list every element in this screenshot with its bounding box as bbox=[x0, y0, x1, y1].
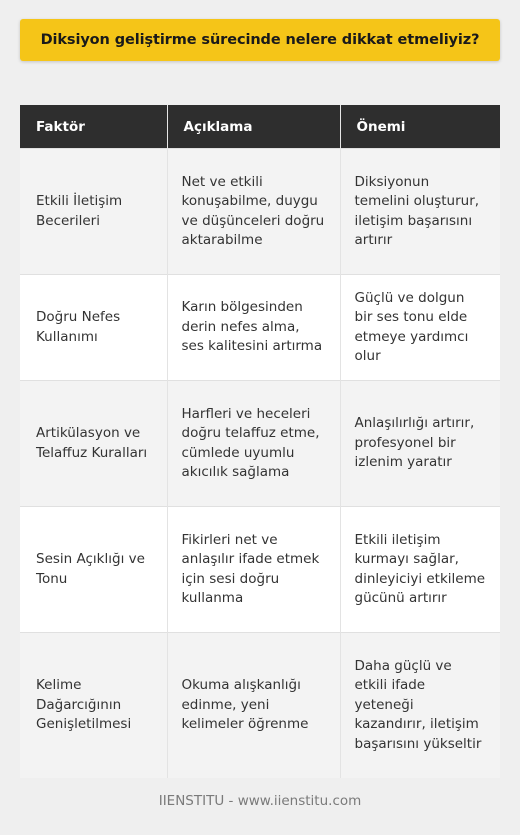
factors-table bbox=[20, 105, 500, 778]
table-row bbox=[20, 275, 500, 381]
footer-credit: IIENSTITU - www.iienstitu.com bbox=[158, 793, 362, 809]
title-banner bbox=[20, 19, 500, 61]
factor-cell: Kelime Dağarcığının Genişletilmesi bbox=[20, 633, 167, 779]
description-cell: Harfleri ve heceleri doğru telaffuz etme, cümlede uyumlu akıcılık sağlama bbox=[167, 381, 340, 507]
importance-cell: Güçlü ve dolgun bir ses tonu elde etmeye yardımcı olur bbox=[340, 275, 500, 381]
description-cell: Fikirleri net ve anlaşılır ifade etmek için sesi doğru kullanma bbox=[167, 507, 340, 633]
column-header-factor: Faktör bbox=[20, 105, 167, 149]
description-cell: Okuma alışkanlığı edinme, yeni kelimeler öğrenme bbox=[167, 633, 340, 779]
factor-cell: Etkili İletişim Becerileri bbox=[20, 149, 167, 275]
importance-cell: Diksiyonun temelini oluşturur, iletişim başarısını artırır bbox=[340, 149, 500, 275]
table-row bbox=[20, 507, 500, 633]
description-cell: Net ve etkili konuşabilme, duygu ve düşünceleri doğru aktarabilme bbox=[167, 149, 340, 275]
table-row bbox=[20, 149, 500, 275]
table-row bbox=[20, 381, 500, 507]
importance-cell: Daha güçlü ve etkili ifade yeteneği kazandırır, iletişim başarısını yükseltir bbox=[340, 633, 500, 779]
table-header-row bbox=[20, 105, 500, 149]
importance-cell: Anlaşılırlığı artırır, profesyonel bir izlenim yaratır bbox=[340, 381, 500, 507]
importance-cell: Etkili iletişim kurmayı sağlar, dinleyiciyi etkileme gücünü artırır bbox=[340, 507, 500, 633]
factor-cell: Artikülasyon ve Telaffuz Kuralları bbox=[20, 381, 167, 507]
column-header-importance: Önemi bbox=[340, 105, 500, 149]
page-title: Diksiyon geliştirme sürecinde nelere dikkat etmeliyiz? bbox=[40, 32, 480, 48]
column-header-description: Açıklama bbox=[167, 105, 340, 149]
table-row bbox=[20, 633, 500, 779]
factor-cell: Doğru Nefes Kullanımı bbox=[20, 275, 167, 381]
description-cell: Karın bölgesinden derin nefes alma, ses kalitesini artırma bbox=[167, 275, 340, 381]
factor-cell: Sesin Açıklığı ve Tonu bbox=[20, 507, 167, 633]
